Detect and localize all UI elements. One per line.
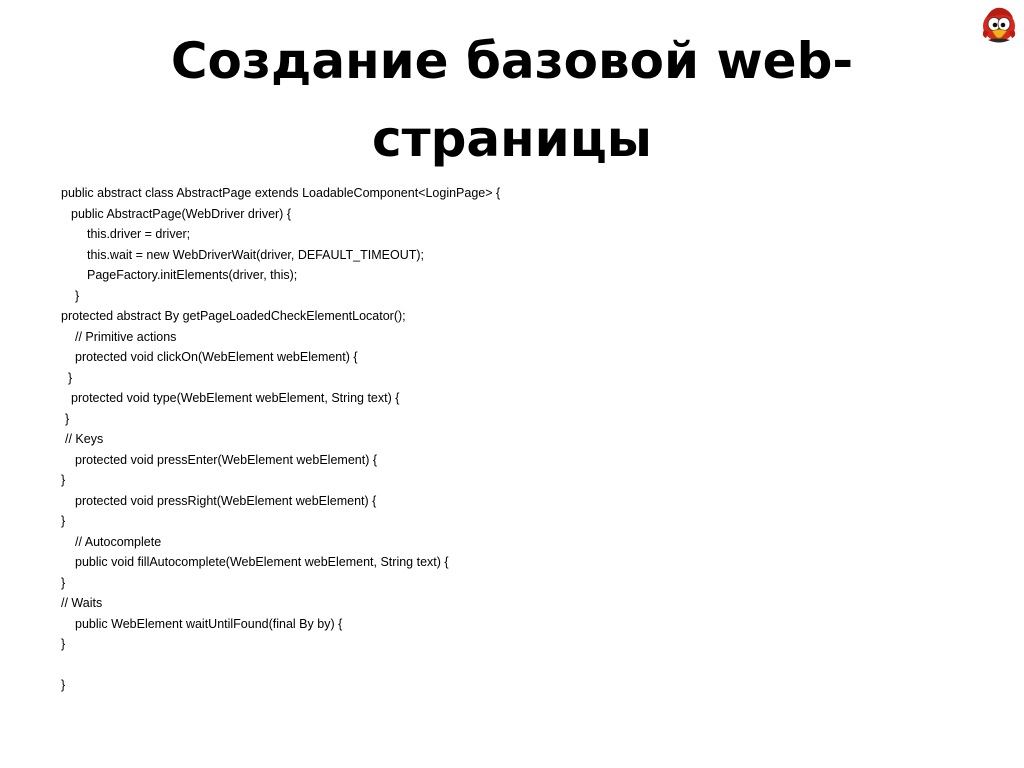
code-line: PageFactory.initElements(driver, this);	[87, 268, 298, 282]
slide-title-line-2: страницы	[371, 110, 652, 168]
code-line: }	[75, 288, 80, 303]
code-line: // Primitive actions	[75, 329, 177, 344]
code-line: protected void type(WebElement webElement, String text) {	[71, 391, 400, 405]
code-line: public void fillAutocomplete(WebElement webElement, String text) {	[75, 555, 449, 569]
slide-title	[60, 22, 964, 178]
code-line: this.driver = driver;	[87, 227, 191, 241]
code-line: }	[61, 678, 66, 692]
code-line: }	[65, 411, 70, 426]
code-line: }	[61, 637, 66, 651]
slide-title-line-1: Создание базовой web-	[170, 32, 854, 90]
code-line: }	[61, 575, 66, 590]
code-line: public AbstractPage(WebDriver driver) {	[71, 206, 291, 221]
code-line: protected abstract By getPageLoadedCheckElementLocator();	[61, 309, 406, 323]
code-listing	[61, 183, 961, 696]
code-line: // Waits	[61, 596, 103, 610]
red-bird-mascot-icon	[980, 4, 1018, 44]
code-line: protected void pressRight(WebElement webElement) {	[75, 493, 377, 508]
code-line: }	[61, 473, 66, 487]
code-line: this.wait = new WebDriverWait(driver, DEFAULT_TIMEOUT);	[87, 247, 424, 262]
code-line: }	[68, 370, 73, 385]
code-line: // Keys	[65, 432, 104, 446]
code-line: }	[61, 514, 66, 528]
code-line: public abstract class AbstractPage extends LoadableComponent<LoginPage> {	[61, 186, 501, 200]
code-line: protected void pressEnter(WebElement webElement) {	[75, 452, 378, 467]
code-line: // Autocomplete	[75, 534, 162, 549]
code-line: protected void clickOn(WebElement webElement) {	[75, 350, 358, 364]
code-line	[61, 655, 961, 676]
code-line: public WebElement waitUntilFound(final By by) {	[75, 616, 343, 631]
